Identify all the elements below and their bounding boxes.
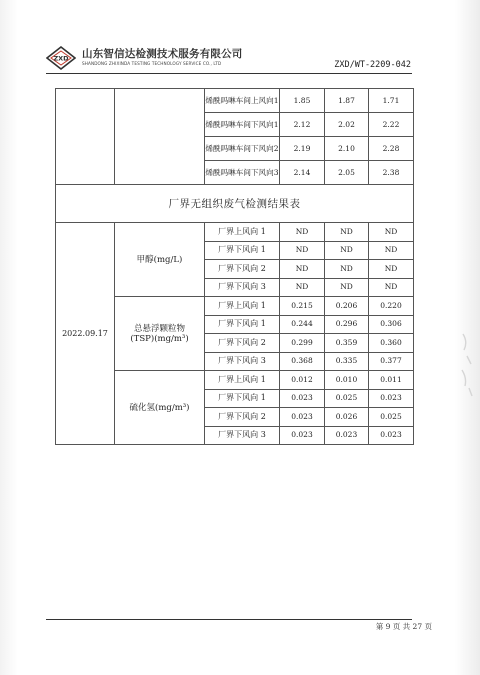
- company-name-en: SHANDONG ZHIXINDA TESTING TECHNOLOGY SERVICE CO., LTD: [82, 61, 222, 66]
- company-name-cn: 山东智信达检测技术服务有限公司: [82, 48, 243, 60]
- item-name: 硫化氢(mg/m³): [115, 371, 205, 445]
- value-cell: 0.220: [369, 297, 414, 316]
- value-cell: 2.19: [280, 137, 325, 161]
- value-cell: ND: [369, 260, 414, 279]
- page-number: 第 9 页 共 27 页: [375, 622, 432, 631]
- value-cell: ND: [325, 241, 369, 260]
- footer-divider: [46, 619, 412, 620]
- value-cell: ND: [280, 260, 325, 279]
- value-cell: 0.360: [369, 334, 414, 353]
- value-cell: 0.377: [369, 352, 414, 371]
- item-name: [115, 297, 205, 371]
- section-title: 厂界无组织废气检测结果表: [56, 185, 414, 223]
- value-cell: 0.335: [325, 352, 369, 371]
- value-cell: 1.85: [280, 89, 325, 113]
- point-cell: 厂界下风向 3: [205, 352, 280, 371]
- point-cell: 厂界下风向 2: [205, 408, 280, 427]
- point-cell: 厂界下风向 3: [205, 426, 280, 445]
- value-cell: 2.10: [325, 137, 369, 161]
- value-cell: ND: [325, 223, 369, 242]
- point-cell: 厂界下风向 1: [205, 241, 280, 260]
- logo-text: ZXD: [53, 54, 69, 63]
- value-cell: 2.14: [280, 161, 325, 185]
- point-cell: 厂界下风向 3: [205, 278, 280, 297]
- value-cell: ND: [369, 241, 414, 260]
- value-cell: 2.38: [369, 161, 414, 185]
- point-cell: 厂界上风向 1: [205, 223, 280, 242]
- header-divider: [46, 73, 412, 74]
- value-cell: ND: [369, 223, 414, 242]
- value-cell: 0.023: [280, 426, 325, 445]
- point-cell: 厂界下风向 2: [205, 334, 280, 353]
- value-cell: ND: [280, 241, 325, 260]
- value-cell: 0.026: [325, 408, 369, 427]
- show-through-marks: [459, 330, 475, 400]
- value-cell: 0.306: [369, 315, 414, 334]
- results-table: [55, 88, 414, 445]
- item-name-line: 总悬浮颗粒物: [133, 323, 185, 334]
- sampling-date: 2022.09.17: [56, 223, 115, 445]
- value-cell: 0.025: [325, 389, 369, 408]
- value-cell: 0.215: [280, 297, 325, 316]
- value-cell: 2.05: [325, 161, 369, 185]
- value-cell: 0.023: [369, 389, 414, 408]
- value-cell: 0.023: [280, 408, 325, 427]
- value-cell: 0.012: [280, 371, 325, 390]
- continued-date-cell: [56, 89, 115, 185]
- point-cell: 厂界上风向 1: [205, 371, 280, 390]
- point-cell: 厂界下风向 1: [205, 315, 280, 334]
- value-cell: 0.025: [369, 408, 414, 427]
- table-row: [56, 89, 414, 113]
- location-cell: 烯酰吗啉车间下风向1: [205, 113, 280, 137]
- value-cell: ND: [325, 278, 369, 297]
- value-cell: 2.02: [325, 113, 369, 137]
- location-cell: 烯酰吗啉车间下风向2: [205, 137, 280, 161]
- value-cell: 0.206: [325, 297, 369, 316]
- value-cell: 0.023: [369, 426, 414, 445]
- item-name-line: (TSP)(mg/m³): [130, 333, 189, 344]
- value-cell: ND: [369, 278, 414, 297]
- value-cell: 2.22: [369, 113, 414, 137]
- value-cell: 0.244: [280, 315, 325, 334]
- value-cell: 1.87: [325, 89, 369, 113]
- table-row: [56, 223, 414, 242]
- company-logo-icon: [46, 46, 76, 70]
- value-cell: ND: [325, 260, 369, 279]
- item-name: 甲醇(mg/L): [115, 223, 205, 297]
- value-cell: 1.71: [369, 89, 414, 113]
- value-cell: 0.011: [369, 371, 414, 390]
- point-cell: 厂界上风向 1: [205, 297, 280, 316]
- value-cell: 2.12: [280, 113, 325, 137]
- value-cell: 0.359: [325, 334, 369, 353]
- value-cell: 0.023: [325, 426, 369, 445]
- value-cell: ND: [280, 278, 325, 297]
- point-cell: 厂界下风向 2: [205, 260, 280, 279]
- report-number: ZXD/WT-2209-042: [334, 60, 411, 70]
- value-cell: 0.296: [325, 315, 369, 334]
- continued-item-cell: [115, 89, 205, 185]
- location-cell: 烯酰吗啉车间上风向1: [205, 89, 280, 113]
- section-title-row: [56, 185, 414, 223]
- value-cell: 0.010: [325, 371, 369, 390]
- point-cell: 厂界下风向 1: [205, 389, 280, 408]
- value-cell: ND: [280, 223, 325, 242]
- value-cell: 0.368: [280, 352, 325, 371]
- value-cell: 2.28: [369, 137, 414, 161]
- location-cell: 烯酰吗啉车间下风向3: [205, 161, 280, 185]
- value-cell: 0.299: [280, 334, 325, 353]
- page-header: [46, 44, 411, 72]
- value-cell: 0.023: [280, 389, 325, 408]
